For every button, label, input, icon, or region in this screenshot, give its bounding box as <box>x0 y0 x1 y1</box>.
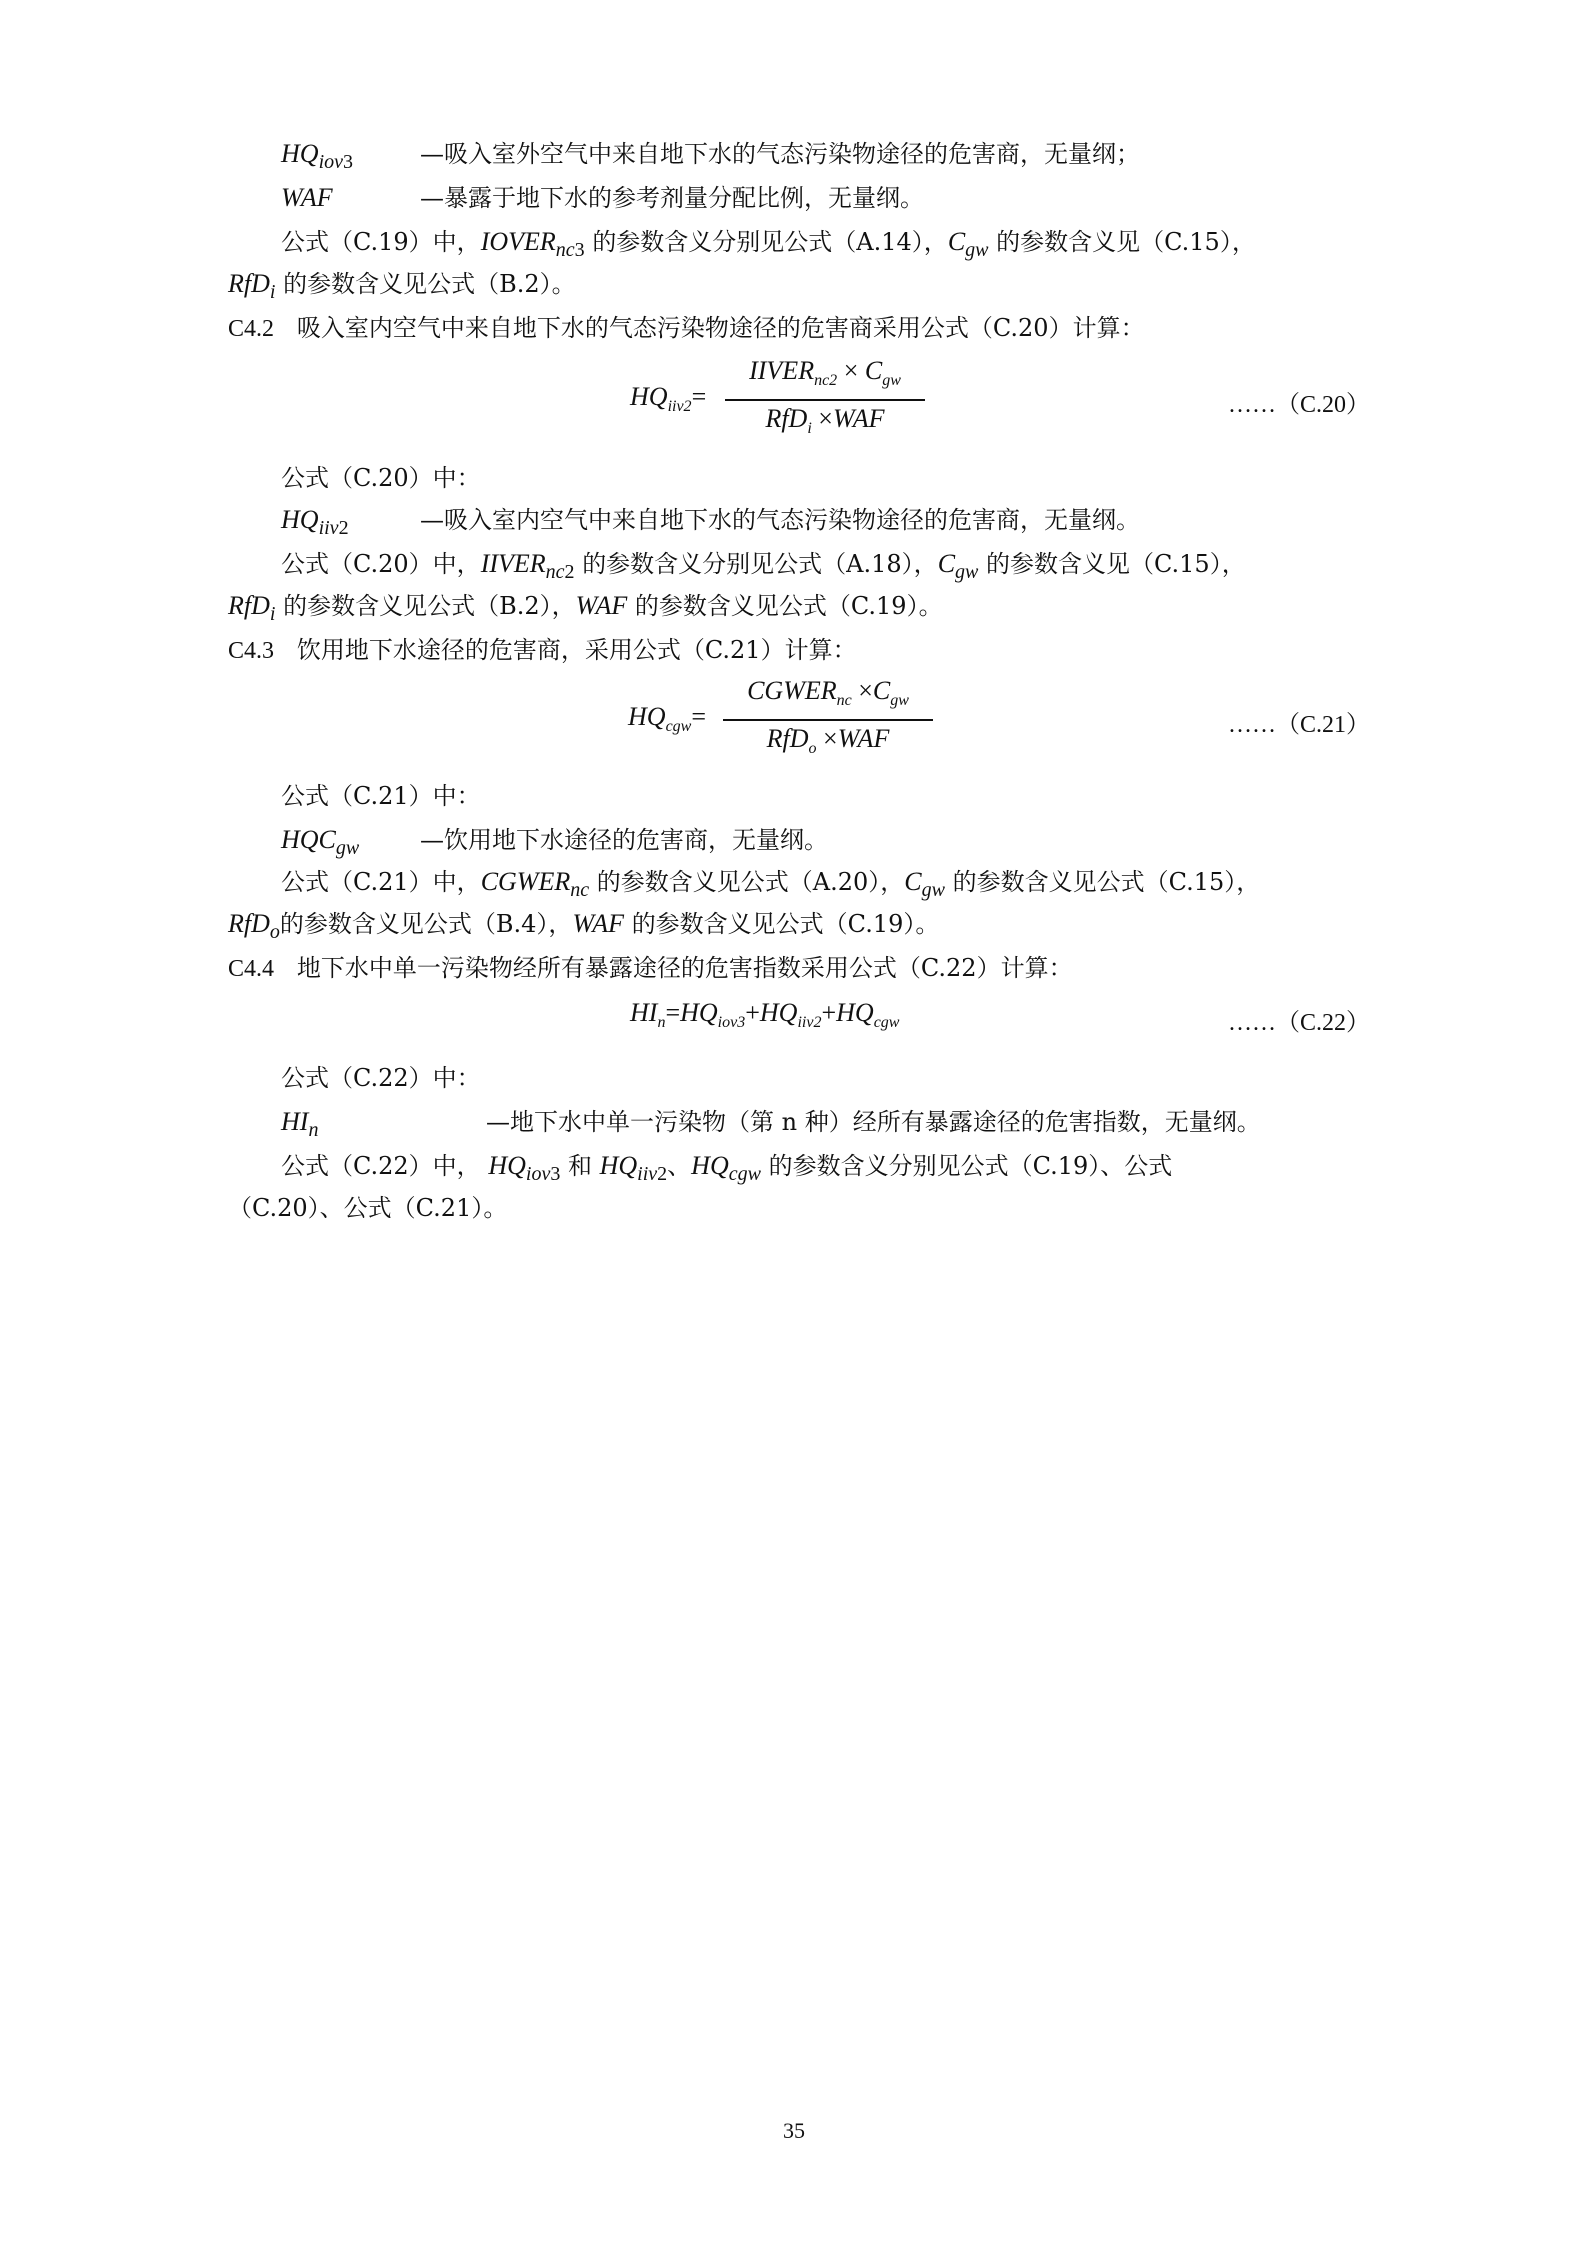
equation-number-c22: ……（C.22） <box>1228 1010 1371 1036</box>
section-c44: C4.4 地下水中单一污染物经所有暴露途径的危害指数采用公式（C.22）计算： <box>228 954 1073 982</box>
equation-number-c21: ……（C.21） <box>1228 712 1371 738</box>
paragraph-c19-line1: 公式（C.19）中，$IOVER_{nc3}$ 的参数含义分别见公式（A.14），$C_{gw}$ 的参数含义见（C.15）， <box>281 227 1256 261</box>
definition-hqiov3 <box>281 138 353 172</box>
definition-hin-desc: —地下水中单一污染物（第 n 种）经所有暴露途径的危害指数，无量纲。 <box>486 1108 1261 1136</box>
symbol-subscript-digit: 3 <box>343 151 353 173</box>
definition-hqcgw-desc: —饮用地下水途径的危害商，无量纲。 <box>420 826 828 854</box>
symbol: WAF <box>281 183 333 212</box>
definition-hqiiv2-desc: —吸入室内空气中来自地下水的气态污染物途径的危害商，无量纲。 <box>420 506 1140 534</box>
symbol-subscript: iov <box>318 151 343 173</box>
formula-c20-intro: 公式（C.20）中： <box>281 464 481 492</box>
section-c42 <box>228 312 1145 345</box>
definition-hin: $HI_n$ <box>281 1107 319 1141</box>
definition-hqiiv2: $HQ_{iiv2}$ <box>281 505 349 539</box>
paragraph-c20-line2: RfD$_i$ 的参数含义见公式（B.2），WAF 的参数含义见公式（C.19）。 <box>228 591 943 625</box>
paragraph-c21-line1: 公式（C.21）中，$CGWER_{nc}$ 的参数含义见公式（A.20），$C_{gw}$ 的参数含义见公式（C.15）， <box>281 867 1261 901</box>
formula-c21: $HQ_{cgw}=$ $CGWER_{nc} \times C_{gw}$ RfD$_o$ ×WAF <box>628 676 948 766</box>
definition-waf-desc: —暴露于地下水的参考剂量分配比例，无量纲。 <box>420 184 924 212</box>
paragraph-c19-line2: RfD$_i$ 的参数含义见公式（B.2）。 <box>228 269 576 303</box>
definition-hqiov3-desc: —吸入室外空气中来自地下水的气态污染物途径的危害商，无量纲； <box>420 140 1140 168</box>
equation-number-c20: ……（C.20） <box>1228 392 1371 418</box>
formula-c22-intro: 公式（C.22）中： <box>281 1064 481 1092</box>
paragraph-c22-line2: （C.20）、公式（C.21）。 <box>228 1194 508 1222</box>
paragraph-c21-line2: RfD$_o$的参数含义见公式（B.4），WAF 的参数含义见公式（C.19）。 <box>228 909 940 943</box>
paragraph-c22-line1: 公式（C.22）中， $HQ_{iov3}$ 和 $HQ_{iiv2}$、$HQ_{cgw}$ 的参数含义分别见公式（C.19）、公式 <box>281 1151 1173 1185</box>
paragraph-c20-line1: 公式（C.20）中，$IIVER_{nc2}$ 的参数含义分别见公式（A.18），$C_{gw}$ 的参数含义见（C.15）， <box>281 549 1246 583</box>
section-c43: C4.3 饮用地下水途径的危害商，采用公式（C.21）计算： <box>228 636 857 664</box>
section-number: C4.2 <box>228 316 275 342</box>
page-number: 35 <box>783 2118 805 2143</box>
formula-c22: $HI_n=HQ_{iov3}+HQ_{iiv2}+HQ_{cgw}$ <box>630 998 900 1031</box>
fraction-bar <box>723 719 933 721</box>
definition-hqcgw: $HQC_{gw}$ <box>281 825 360 859</box>
section-text: 吸入室内空气中来自地下水的气态污染物途径的危害商采用公式（C.20）计算： <box>296 314 1145 342</box>
fraction-bar <box>725 399 925 401</box>
formula-c21-intro: 公式（C.21）中： <box>281 782 481 810</box>
symbol: HQ <box>281 139 319 168</box>
definition-waf <box>281 182 333 214</box>
formula-c20: $HQ_{iiv2}=$ $IIVER_{nc2} \times C_{gw}$ RfD$_i$ ×WAF <box>630 356 930 446</box>
